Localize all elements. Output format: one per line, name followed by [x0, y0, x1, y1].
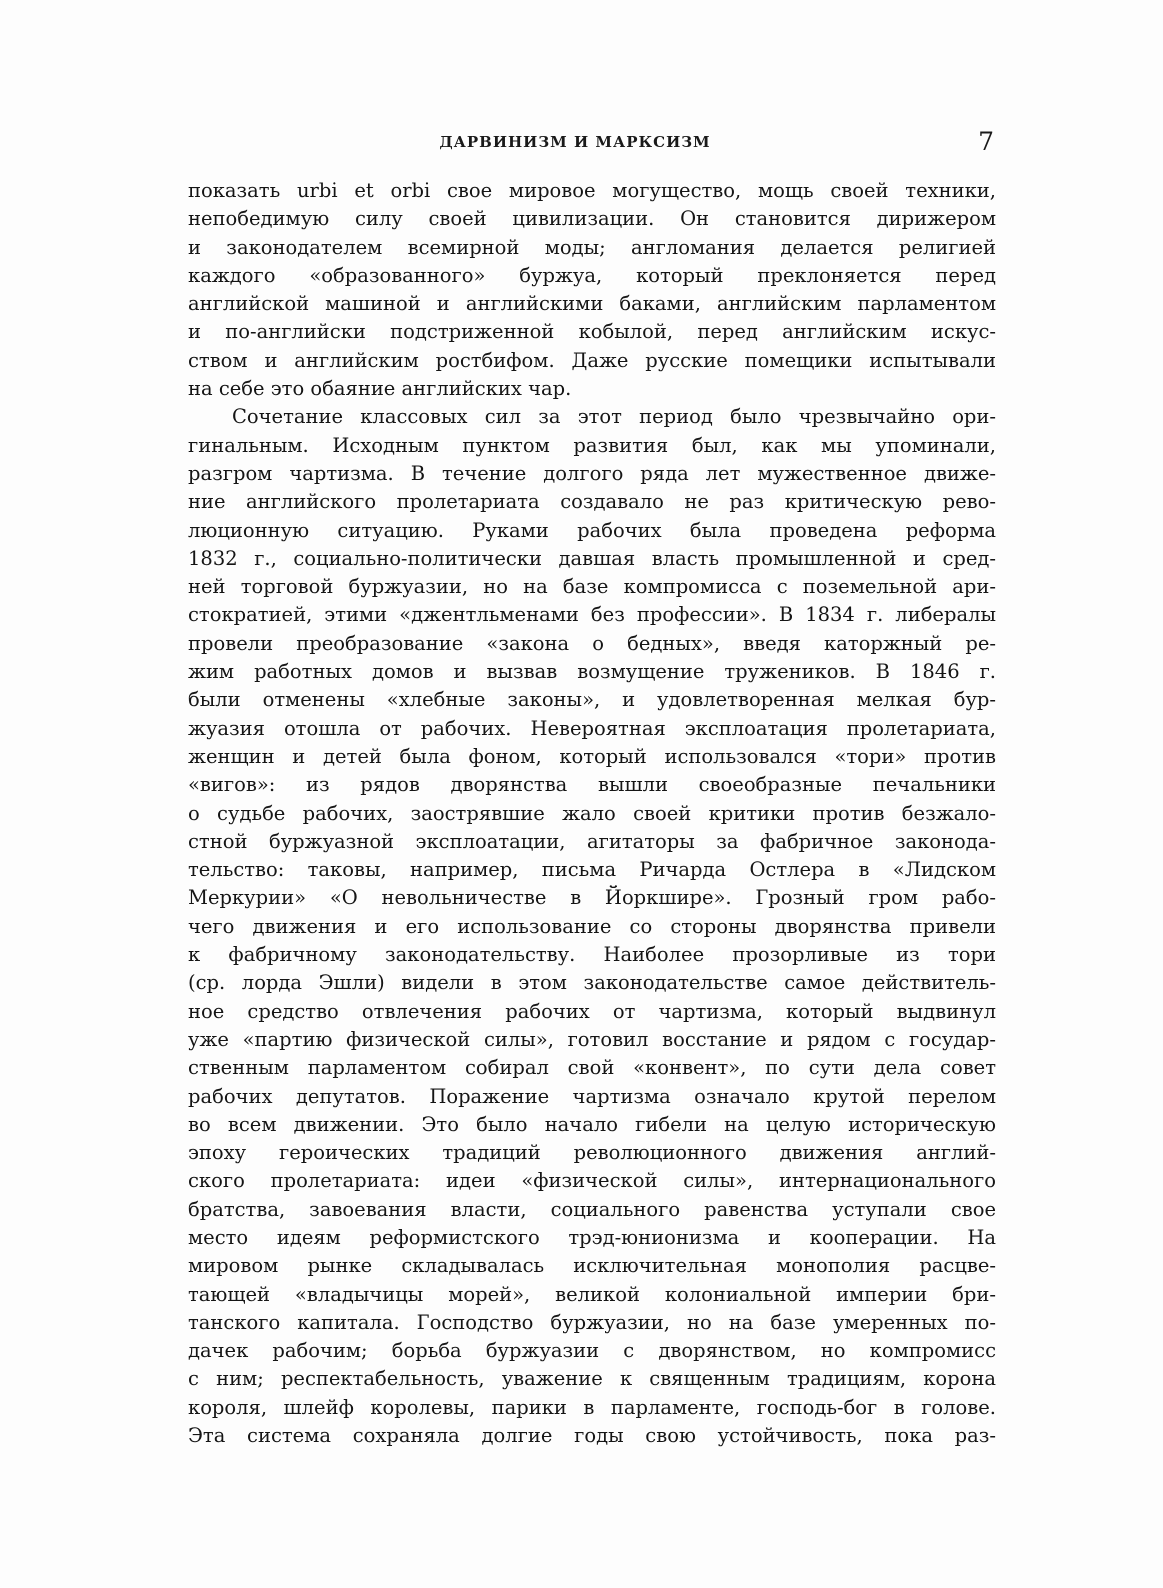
- text-line: братства, завоевания власти, социального равенства уступали свое: [188, 1197, 996, 1221]
- text-line: ственным парламентом собирал свой «конвент», по сути дела совет: [188, 1056, 996, 1080]
- paragraph: [188, 403, 996, 1450]
- text-line: рабочих депутатов. Поражение чартизма означало крутой перелом: [188, 1084, 996, 1108]
- text-line: Сочетание классовых сил за этот период было чрезвычайно ори-: [232, 405, 996, 429]
- text-line: (ср. лорда Эшли) видели в этом законодательстве самое действитель-: [188, 971, 996, 995]
- text-line: эпоху героических традиций революционного движения англий-: [188, 1141, 996, 1165]
- text-line: Эта система сохраняла долгие годы свою устойчивость, пока раз-: [188, 1424, 996, 1448]
- text-line: ние английского пролетариата создавало не раз критическую рево-: [188, 490, 996, 514]
- text-line: ное средство отвлечения рабочих от чартизма, который выдвинул: [188, 999, 996, 1023]
- text-line: стной буржуазной эксплоатации, агитаторы за фабричное законода-: [188, 829, 996, 853]
- text-line: место идеям реформистского трэд-юнионизма и кооперации. На: [188, 1225, 996, 1249]
- text-line: тающей «владычицы морей», великой колониальной империи бри-: [188, 1282, 996, 1306]
- text-line: и законодателем всемирной моды; англомания делается религией: [188, 235, 996, 259]
- text-line: Меркурии» «О невольничестве в Йоркшире». Грозный гром рабо-: [188, 886, 996, 910]
- text-line: 1832 г., социально-политически давшая власть промышленной и сред-: [188, 546, 996, 570]
- text-line: на себе это обаяние английских чар.: [188, 377, 572, 401]
- text-line: провели преобразование «закона о бедных», введя каторжный ре-: [188, 631, 996, 655]
- text-line: о судьбе рабочих, заострявшие жало своей критики против безжало-: [188, 801, 996, 825]
- text-line: были отменены «хлебные законы», и удовлетворенная мелкая бур-: [188, 688, 996, 712]
- text-line: жуазия отошла от рабочих. Невероятная эксплоатация пролетариата,: [188, 716, 996, 740]
- text-line: с ним; респектабельность, уважение к священным традициям, корона: [188, 1367, 996, 1391]
- text-line: ством и английским ростбифом. Даже русские помещики испытывали: [188, 348, 996, 372]
- text-line: жим работных домов и вызвав возмущение тружеников. В 1846 г.: [188, 660, 996, 684]
- text-line: разгром чартизма. В течение долгого ряда лет мужественное движе-: [188, 461, 996, 485]
- running-header: [190, 127, 1002, 157]
- text-line: ней торговой буржуазии, но на базе компромисса с поземельной ари-: [188, 575, 996, 599]
- text-line: женщин и детей была фоном, который использовался «тори» против: [188, 744, 996, 768]
- text-line: ского пролетариата: идеи «физической силы», интернационального: [188, 1169, 996, 1193]
- running-title: ДАРВИНИЗМ И МАРКСИЗМ: [439, 133, 711, 151]
- text-line: «вигов»: из рядов дворянства вышли своеобразные печальники: [188, 773, 996, 797]
- text-line: непобедимую силу своей цивилизации. Он становится дирижером: [188, 207, 996, 231]
- text-line: тельство: таковы, например, письма Ричарда Остлера в «Лидском: [188, 858, 996, 882]
- text-line: дачек рабочим; борьба буржуазии с дворянством, но компромисс: [188, 1339, 996, 1363]
- page-number: 7: [978, 127, 994, 156]
- text-line: люционную ситуацию. Руками рабочих была проведена реформа: [188, 518, 996, 542]
- text-line: и по-английски подстриженной кобылой, перед английским искус-: [188, 320, 996, 344]
- text-line: чего движения и его использование со стороны дворянства привели: [188, 914, 996, 938]
- text-line: английской машиной и английскими баками, английским парламентом: [188, 292, 996, 316]
- text-line: танского капитала. Господство буржуазии, но на базе умеренных по-: [188, 1310, 996, 1334]
- text-line: показать urbi et orbi свое мировое могущество, мощь своей техники,: [188, 179, 996, 202]
- text-line: каждого «образованного» буржуа, который преклоняется перед: [188, 263, 996, 287]
- text-line: уже «партию физической силы», готовил восстание и рядом с государ-: [188, 1027, 996, 1051]
- text-line: стократией, этими «джентльменами без профессии». В 1834 г. либералы: [188, 603, 996, 627]
- text-line: короля, шлейф королевы, парики в парламенте, господь-бог в голове.: [188, 1395, 996, 1419]
- text-line: во всем движении. Это было начало гибели на целую историческую: [188, 1112, 996, 1136]
- body-text: [188, 177, 996, 1450]
- text-line: гинальным. Исходным пунктом развития был, как мы упоминали,: [188, 433, 996, 457]
- paragraph: [188, 177, 996, 403]
- text-line: мировом рынке складывалась исключительная монополия расцве-: [188, 1254, 996, 1278]
- text-line: к фабричному законодательству. Наиболее прозорливые из тори: [188, 943, 996, 967]
